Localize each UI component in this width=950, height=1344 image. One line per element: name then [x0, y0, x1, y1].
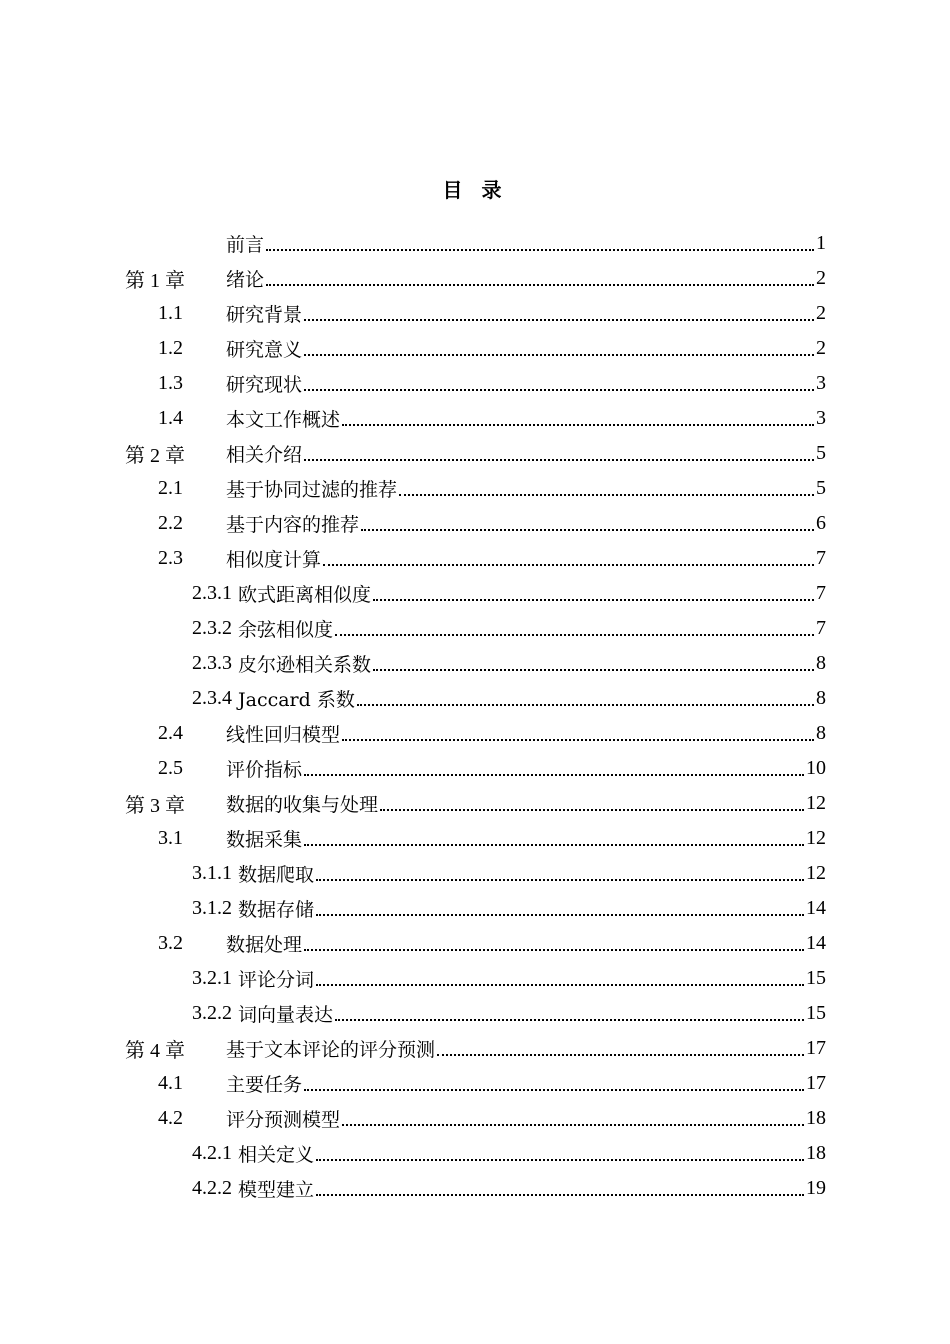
toc-entry-page-number: 19	[806, 1177, 826, 1199]
toc-entry-page-number: 3	[816, 372, 826, 394]
toc-entry-title: 基于文本评论的评分预测	[226, 1039, 436, 1061]
dot-leader	[304, 948, 804, 951]
dot-leader	[266, 248, 814, 251]
toc-entry[interactable]	[125, 1031, 826, 1066]
dot-leader	[323, 563, 814, 566]
toc-entry-title: 前言	[226, 234, 265, 256]
toc-entry-title: 数据存储	[238, 899, 315, 921]
toc-entry[interactable]	[125, 786, 826, 821]
toc-entry[interactable]	[125, 401, 826, 436]
toc-entry-number: 第 3 章	[125, 795, 185, 817]
dot-leader	[304, 843, 804, 846]
dot-leader	[437, 1053, 804, 1056]
toc-entry-number: 第 2 章	[125, 445, 185, 467]
dot-leader	[342, 1123, 804, 1126]
toc-entry-page-number: 8	[816, 722, 826, 744]
toc-entry-title: 主要任务	[226, 1074, 303, 1096]
toc-entry-page-number: 18	[806, 1107, 826, 1129]
toc-entry-page-number: 5	[816, 477, 826, 499]
toc-entry-number: 2.3.2	[192, 617, 232, 639]
dot-leader	[266, 283, 814, 286]
dot-leader	[316, 913, 804, 916]
toc-entry-title: 基于内容的推荐	[226, 514, 360, 536]
toc-entry[interactable]	[125, 961, 826, 996]
toc-entry-page-number: 2	[816, 337, 826, 359]
dot-leader	[357, 703, 814, 706]
toc-entry-page-number: 6	[816, 512, 826, 534]
toc-entry-title: 相关介绍	[226, 444, 303, 466]
dot-leader	[361, 528, 814, 531]
dot-leader	[335, 1018, 804, 1021]
toc-entry-number: 3.2.2	[192, 1002, 232, 1024]
toc-entry-page-number: 7	[816, 547, 826, 569]
toc-entry-number: 1.1	[158, 302, 183, 324]
toc-entry-number: 3.1.1	[192, 862, 232, 884]
toc-entry-number: 4.2	[158, 1107, 183, 1129]
toc-entry-number: 2.3.3	[192, 652, 232, 674]
dot-leader	[304, 353, 814, 356]
toc-entry[interactable]	[125, 996, 826, 1031]
toc-entry[interactable]	[125, 471, 826, 506]
dot-leader	[373, 598, 814, 601]
toc-entry[interactable]	[125, 261, 826, 296]
toc-entry-page-number: 17	[806, 1037, 826, 1059]
toc-entry[interactable]	[125, 611, 826, 646]
dot-leader	[304, 1088, 804, 1091]
toc-entry-number: 1.2	[158, 337, 183, 359]
toc-entry-title: 基于协同过滤的推荐	[226, 479, 398, 501]
toc-entry[interactable]	[125, 366, 826, 401]
toc-entry[interactable]	[125, 821, 826, 856]
toc-entry-number: 3.1	[158, 827, 183, 849]
dot-leader	[316, 983, 804, 986]
toc-entry[interactable]	[125, 541, 826, 576]
toc-entry-page-number: 14	[806, 897, 826, 919]
toc-entry[interactable]	[125, 751, 826, 786]
toc-entry-number: 3.2	[158, 932, 183, 954]
toc-entry-title: 研究背景	[226, 304, 303, 326]
toc-entry-page-number: 15	[806, 967, 826, 989]
toc-entry[interactable]	[125, 646, 826, 681]
toc-entry-title: 数据采集	[226, 829, 303, 851]
toc-entry-number: 1.3	[158, 372, 183, 394]
toc-entry[interactable]	[125, 331, 826, 366]
toc-entry-title: 词向量表达	[238, 1004, 334, 1026]
toc-entry-title: 数据爬取	[238, 864, 315, 886]
toc-entry[interactable]	[125, 506, 826, 541]
toc-entry[interactable]	[125, 1101, 826, 1136]
toc-entry[interactable]	[125, 716, 826, 751]
toc-entry-title: 皮尔逊相关系数	[238, 654, 372, 676]
toc-entry[interactable]	[125, 1171, 826, 1206]
toc-entry-page-number: 1	[816, 232, 826, 254]
toc-entry-title: 研究现状	[226, 374, 303, 396]
table-of-contents	[125, 226, 826, 1206]
toc-entry-title: 余弦相似度	[238, 619, 334, 641]
toc-entry-number: 第 4 章	[125, 1040, 185, 1062]
toc-entry[interactable]	[125, 1066, 826, 1101]
toc-entry[interactable]	[125, 296, 826, 331]
toc-entry-page-number: 15	[806, 1002, 826, 1024]
toc-entry-number: 4.2.2	[192, 1177, 232, 1199]
toc-entry-title: 评论分词	[238, 969, 315, 991]
toc-entry[interactable]	[125, 926, 826, 961]
dot-leader	[316, 1193, 804, 1196]
toc-entry-number: 3.2.1	[192, 967, 232, 989]
toc-entry-title: 线性回归模型	[226, 724, 341, 746]
dot-leader	[342, 738, 814, 741]
toc-entry[interactable]	[125, 436, 826, 471]
toc-entry-title: 数据处理	[226, 934, 303, 956]
toc-entry-number: 2.4	[158, 722, 183, 744]
dot-leader	[342, 423, 814, 426]
dot-leader	[304, 458, 814, 461]
toc-entry-title: 相关定义	[238, 1144, 315, 1166]
toc-entry-page-number: 8	[816, 687, 826, 709]
toc-entry-number: 2.1	[158, 477, 183, 499]
dot-leader	[316, 878, 804, 881]
toc-entry-page-number: 12	[806, 862, 826, 884]
toc-entry-page-number: 2	[816, 267, 826, 289]
dot-leader	[380, 808, 804, 811]
dot-leader	[316, 1158, 804, 1161]
toc-entry-page-number: 2	[816, 302, 826, 324]
toc-entry-number: 2.3.1	[192, 582, 232, 604]
toc-entry-title: 欧式距离相似度	[238, 584, 372, 606]
toc-entry-page-number: 14	[806, 932, 826, 954]
toc-entry-number: 1.4	[158, 407, 183, 429]
toc-entry-title: Jaccard 系数	[238, 689, 355, 711]
toc-entry-page-number: 18	[806, 1142, 826, 1164]
dot-leader	[399, 493, 814, 496]
toc-entry-number: 2.3	[158, 547, 183, 569]
toc-entry-title: 绪论	[226, 269, 265, 291]
toc-entry-title: 研究意义	[226, 339, 303, 361]
dot-leader	[335, 633, 814, 636]
toc-entry-number: 3.1.2	[192, 897, 232, 919]
dot-leader	[373, 668, 814, 671]
toc-heading-text: 目 录	[442, 178, 508, 202]
dot-leader	[304, 773, 804, 776]
toc-entry[interactable]	[125, 856, 826, 891]
toc-entry[interactable]	[125, 1136, 826, 1171]
toc-entry-page-number: 7	[816, 617, 826, 639]
toc-entry-number: 2.5	[158, 757, 183, 779]
toc-entry-number: 2.2	[158, 512, 183, 534]
dot-leader	[304, 388, 814, 391]
toc-entry-page-number: 17	[806, 1072, 826, 1094]
toc-entry-title: 评分预测模型	[226, 1109, 341, 1131]
toc-entry-title: 本文工作概述	[226, 409, 341, 431]
toc-entry-title: 相似度计算	[226, 549, 322, 571]
toc-entry-number: 2.3.4	[192, 687, 232, 709]
toc-entry-number: 4.1	[158, 1072, 183, 1094]
toc-entry-title: 数据的收集与处理	[226, 794, 379, 816]
toc-entry-page-number: 10	[806, 757, 826, 779]
toc-entry-page-number: 5	[816, 442, 826, 464]
toc-entry-number: 第 1 章	[125, 270, 185, 292]
toc-entry[interactable]	[125, 891, 826, 926]
toc-entry-title: 评价指标	[226, 759, 303, 781]
toc-entry-page-number: 7	[816, 582, 826, 604]
toc-entry[interactable]	[125, 576, 826, 611]
toc-entry-number: 4.2.1	[192, 1142, 232, 1164]
toc-entry-page-number: 12	[806, 792, 826, 814]
toc-entry-page-number: 12	[806, 827, 826, 849]
toc-entry[interactable]	[125, 226, 826, 261]
toc-entry-page-number: 3	[816, 407, 826, 429]
toc-entry[interactable]	[125, 681, 826, 716]
dot-leader	[304, 318, 814, 321]
toc-entry-page-number: 8	[816, 652, 826, 674]
toc-heading	[0, 174, 950, 203]
toc-entry-title: 模型建立	[238, 1179, 315, 1201]
